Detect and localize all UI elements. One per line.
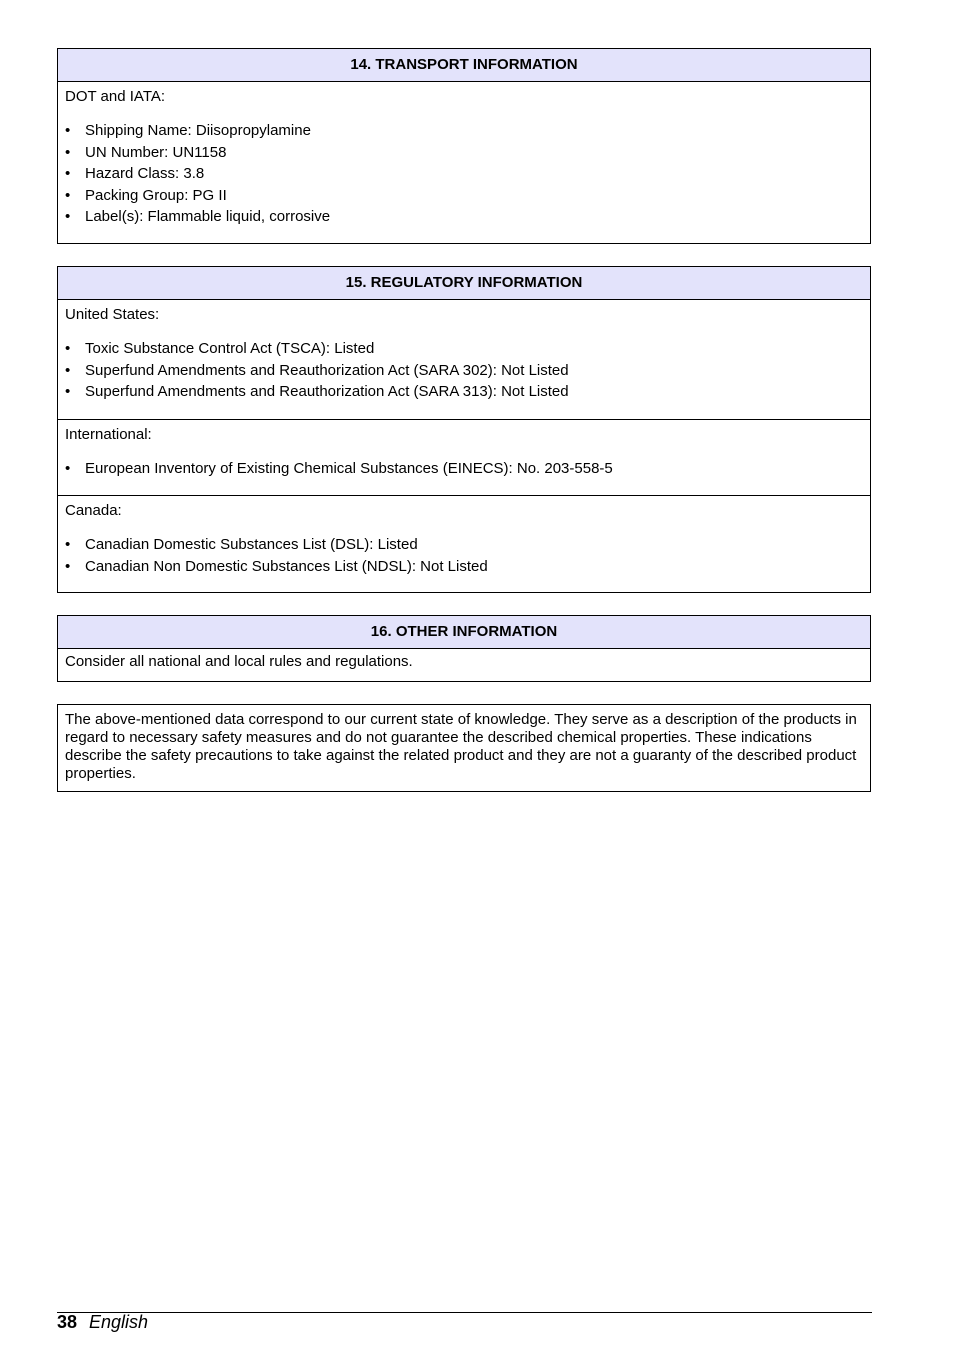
page-number: 38 bbox=[57, 1312, 78, 1332]
bullet-icon: • bbox=[65, 340, 71, 357]
list-item: • Canadian Non Domestic Substances List (NDSL): Not Listed bbox=[65, 557, 488, 575]
other-information-text: Consider all national and local rules and regulations. bbox=[65, 653, 413, 670]
list-item: • Superfund Amendments and Reauthorization Act (SARA 313): Not Listed bbox=[65, 383, 569, 400]
transport-list bbox=[65, 120, 863, 244]
canada-regulations bbox=[58, 495, 870, 593]
bullet-icon: • bbox=[65, 361, 71, 379]
list-item: • Label(s): Flammable liquid, corrosive bbox=[65, 208, 331, 225]
list-item: • UN Number: UN1158 bbox=[65, 143, 227, 161]
us-list bbox=[65, 338, 863, 419]
transport-body bbox=[58, 82, 870, 244]
footer-divider bbox=[57, 1312, 872, 1313]
section-heading: 15. REGULATORY INFORMATION bbox=[58, 267, 870, 300]
list-item: • European Inventory of Existing Chemical Substances (EINECS): No. 203-558-5 bbox=[65, 459, 613, 477]
list-item: • Toxic Substance Control Act (TSCA): Listed bbox=[65, 340, 375, 357]
bullet-icon: • bbox=[65, 122, 71, 139]
list-item: • Shipping Name: Diisopropylamine bbox=[65, 122, 311, 139]
list-item: • Canadian Domestic Substances List (DSL): Listed bbox=[65, 536, 418, 553]
section-heading: 14. TRANSPORT INFORMATION bbox=[58, 49, 870, 82]
bullet-icon: • bbox=[65, 536, 71, 553]
list-item: • Hazard Class: 3.8 bbox=[65, 165, 205, 182]
international-list bbox=[65, 458, 863, 496]
other-information-section bbox=[57, 615, 871, 682]
canada-list bbox=[65, 534, 863, 593]
section-intro: United States: bbox=[65, 306, 160, 323]
bullet-icon: • bbox=[65, 383, 71, 400]
section-intro: DOT and IATA: bbox=[65, 88, 166, 105]
list-item: • Packing Group: PG II bbox=[65, 186, 227, 204]
page-footer bbox=[57, 1311, 148, 1333]
section-intro: International: bbox=[65, 425, 152, 443]
us-regulations bbox=[58, 300, 870, 419]
section-intro: Canada: bbox=[65, 502, 122, 519]
regulatory-information-section bbox=[57, 266, 871, 593]
section-heading: 16. OTHER INFORMATION bbox=[58, 616, 870, 649]
bullet-icon: • bbox=[65, 459, 71, 477]
list-item: • Superfund Amendments and Reauthorization Act (SARA 302): Not Listed bbox=[65, 361, 569, 379]
bullet-icon: • bbox=[65, 208, 71, 225]
international-regulations bbox=[58, 419, 870, 496]
footer-language: English bbox=[89, 1312, 149, 1332]
transport-information-section bbox=[57, 48, 871, 244]
bullet-icon: • bbox=[65, 557, 71, 575]
bullet-icon: • bbox=[65, 186, 71, 204]
disclaimer: The above-mentioned data correspond to our current state of knowledge. They serve as a description of the products in regard to necessary safety measures and do not guarantee the described chemical properties. These indications describe the safety precautions to take against the related product and they are not a guaranty of the described product properties. bbox=[57, 704, 871, 792]
bullet-icon: • bbox=[65, 165, 71, 182]
bullet-icon: • bbox=[65, 143, 71, 161]
